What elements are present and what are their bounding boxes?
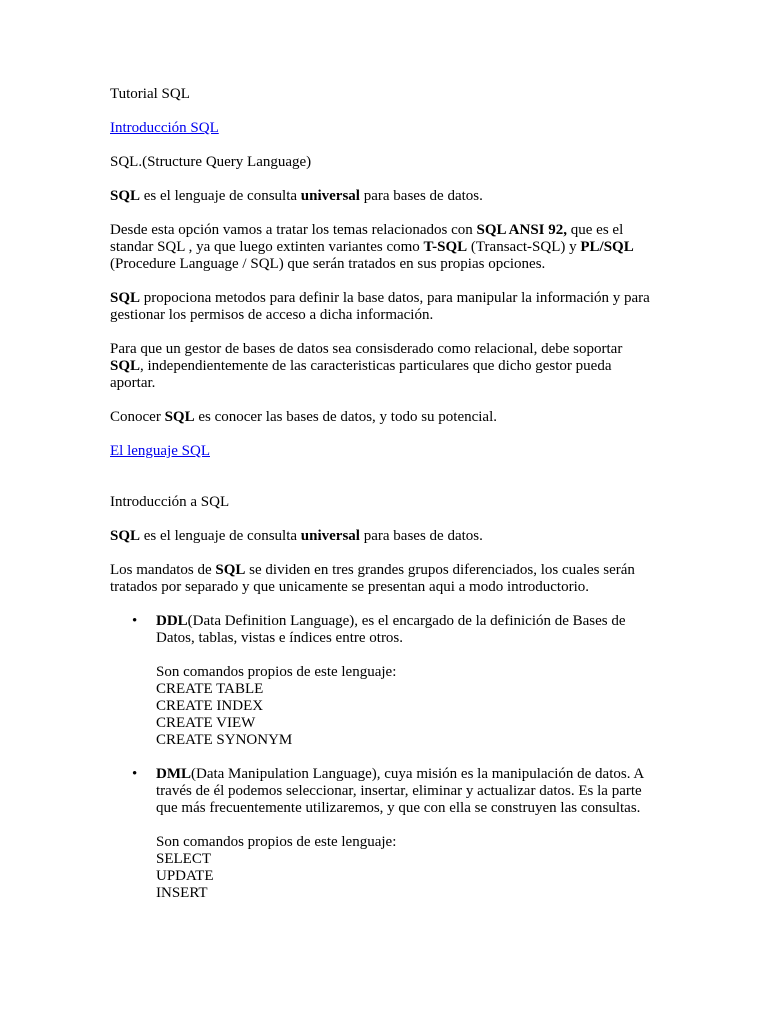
text: propociona metodos para definir la base datos, para manipular la información y para gestionar los permisos de acceso a dicha información. <box>110 290 650 323</box>
text: es conocer las bases de datos, y todo su potencial. <box>194 409 498 425</box>
command-line: CREATE SYNONYM <box>156 732 293 748</box>
command-line: CREATE TABLE <box>156 681 264 697</box>
command-line: SELECT <box>156 851 211 867</box>
spacer <box>110 477 658 494</box>
command-line: CREATE VIEW <box>156 715 256 731</box>
bold-sql: SQL <box>110 358 141 374</box>
text: (Data Definition Language), es el encargado de la definición de Bases de Datos, tablas, vistas e índices entre otros. <box>156 613 626 646</box>
bullet-icon: • <box>132 613 138 629</box>
bold-ddl: DDL <box>156 613 188 629</box>
text: es el lenguaje de consulta <box>140 188 301 204</box>
command-line: UPDATE <box>156 868 214 884</box>
text: Conocer <box>110 409 165 425</box>
paragraph-conocer <box>110 409 658 426</box>
bold-sql: SQL <box>164 409 195 425</box>
text: es el lenguaje de consulta <box>140 528 301 544</box>
bold-plsql: PL/SQL <box>580 239 634 255</box>
bold-sql: SQL <box>110 188 141 204</box>
list-item-dml <box>110 766 658 902</box>
commands-label: Son comandos propios de este lenguaje: <box>156 664 397 680</box>
commands-label: Son comandos propios de este lenguaje: <box>156 834 397 850</box>
lenguaje-link-paragraph <box>110 443 658 460</box>
bullet-icon: • <box>132 766 138 782</box>
bold-sql: SQL <box>215 562 246 578</box>
introduccion-sql-link[interactable]: Introducción SQL <box>110 120 219 136</box>
text: (Transact-SQL) y <box>467 239 581 255</box>
bold-dml: DML <box>156 766 191 782</box>
list-item-ddl <box>110 613 658 749</box>
bold-sql: SQL <box>110 290 141 306</box>
text: que es el standar SQL , ya que luego extinten variantes como <box>110 222 624 255</box>
doc-title: Tutorial SQL <box>110 86 190 102</box>
paragraph-ansi92 <box>110 222 658 273</box>
text: para bases de datos. <box>359 528 483 544</box>
document-page <box>110 86 658 919</box>
text: (Procedure Language / SQL) que serán tratados en sus propias opciones. <box>110 256 546 272</box>
text: Desde esta opción vamos a tratar los temas relacionados con <box>110 222 477 238</box>
bold-universal: universal <box>300 528 360 544</box>
el-lenguaje-sql-link[interactable]: El lenguaje SQL <box>110 443 210 459</box>
sql-definition: SQL.(Structure Query Language) <box>110 154 312 170</box>
text: (Data Manipulation Language), cuya misión es la manipulación de datos. A través de él podemos seleccionar, insertar, eliminar y actualizar datos. Es la parte que más frecuentemente utilizaremos, y que con ella se construyen las consultas. <box>156 766 644 816</box>
command-line: CREATE INDEX <box>156 698 264 714</box>
text: Para que un gestor de bases de datos sea consisderado como relacional, debe soportar <box>110 341 623 357</box>
text: , independientemente de las caracteristicas particulares que dicho gestor pueda aportar. <box>110 358 612 391</box>
bold-tsql: T-SQL <box>423 239 468 255</box>
bold-universal: universal <box>300 188 360 204</box>
ddl-description <box>156 613 658 647</box>
paragraph-methods <box>110 290 658 324</box>
command-groups-list <box>110 613 658 902</box>
intro-link-paragraph <box>110 120 658 137</box>
dml-description <box>156 766 658 817</box>
ddl-commands <box>156 664 658 749</box>
paragraph-universal-2 <box>110 528 658 545</box>
bold-sql-ansi: SQL ANSI 92, <box>476 222 568 238</box>
dml-commands <box>156 834 658 902</box>
intro-heading: Introducción a SQL <box>110 494 230 510</box>
text: Los mandatos de <box>110 562 216 578</box>
text: se dividen en tres grandes grupos diferenciados, los cuales serán tratados por separado y que unicamente se presentan aqui a modo introductorio. <box>110 562 635 595</box>
paragraph-mandatos <box>110 562 658 596</box>
paragraph-universal <box>110 188 658 205</box>
text: para bases de datos. <box>359 188 483 204</box>
command-line: INSERT <box>156 885 208 901</box>
paragraph-relational <box>110 341 658 392</box>
bold-sql: SQL <box>110 528 141 544</box>
